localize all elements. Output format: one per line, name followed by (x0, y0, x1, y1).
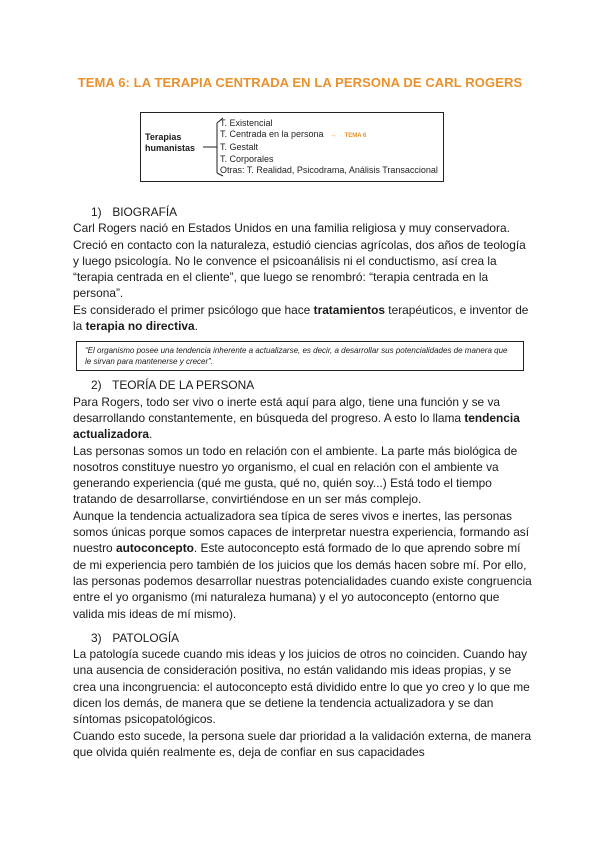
section-title: PATOLOGÍA (112, 630, 180, 645)
paragraph: Las personas somos un todo en relación con el ambiente. La parte más biológica de nosotros constituye nuestro yo organismo, el cual en relación con el ambiente va generando experiencia (qué me gusta, qué no, quién soy...) Está todo el tiempo tratando de desarrollarse, convirtiéndose en un ser más complejo. (73, 443, 518, 507)
diagram-root-line1: Terapias (145, 132, 182, 142)
topic-tag: TEMA 6 (344, 133, 367, 140)
paragraph: Carl Rogers nació en Estados Unidos en una familia religiosa y muy conservadora. Creció en contacto con la naturaleza, estudió ciencias agrícolas, dos años de teología y luego psicología. No le convence el psicoanálisis ni el conductismo, así crea la “terapia centrada en el cliente”, que luego se renombró: “terapia centrada en la persona”. (73, 221, 526, 301)
text-run: terapéuticos, e inventor de la (73, 302, 529, 334)
bold-term: tratamientos (313, 302, 385, 317)
text-run: Es considerado el primer psicólogo que hace (73, 302, 314, 317)
spacer (73, 622, 533, 630)
branch-item: T. Existencial (220, 118, 273, 128)
section-title: TEORÍA DE LA PERSONA (112, 378, 255, 393)
paragraph (73, 508, 533, 622)
bold-term: terapia no directiva (85, 319, 195, 334)
section-number: 2) (91, 378, 102, 393)
branch-item: Otras: T. Realidad, Psicodrama, Análisis Transaccional (220, 164, 438, 175)
branch-item: T. Gestalt (220, 142, 259, 153)
paragraph (73, 302, 533, 335)
section-number: 3) (91, 630, 102, 645)
bold-term: tendencia actualizadora (73, 410, 520, 442)
bold-term: autoconcepto (115, 541, 194, 556)
branch-item-highlighted (220, 129, 438, 142)
text-run: . (149, 427, 153, 442)
text-run: . Este autoconcepto está formado de lo que aprendo sobre mí de mi experiencia pero también de los juicios que los demás hacen sobre mí. Por ello, las personas podemos desarrollar nuestras potencialidades cuando existe congruencia entre el yo organismo (mi naturaleza humana) y el yo autoconcepto (entorno que valida mis ideas de mí mismo). (73, 541, 532, 621)
paragraph (73, 394, 533, 443)
therapies-diagram (140, 112, 444, 182)
text-run: Aunque la tendencia actualizadora sea típica de seres vivos e inertes, las personas somos únicas porque somos capaces de interpretar nuestra experiencia, formando así nuestro (73, 508, 530, 556)
page-title: TEMA 6: LA TERAPIA CENTRADA EN LA PERSONA DE CARL ROGERS (77, 75, 523, 90)
branch-item-label: T. Centrada en la persona (220, 129, 324, 140)
section-number: 1) (91, 205, 102, 219)
paragraph: Cuando esto sucede, la persona suele dar prioridad a la validación externa, de manera que olvida quién realmente es, deja de confiar en sus capacidades (73, 728, 532, 759)
arrow-right-icon: → (329, 132, 337, 140)
document-body (73, 204, 533, 760)
section-heading-patologia (73, 630, 533, 646)
section-title: BIOGRAFÍA (112, 205, 178, 219)
paragraph: La patología sucede cuando mis ideas y los juicios de otros no coinciden. Cuando hay una ausencia de consideración positiva, no están validando mis ideas propias, y se crea una incongruencia: el autoconcepto está dividido entre lo que yo creo y lo que me dicen los demás, de manera que se detiene la tendencia actualizadora y se dan síntomas psicopatológicos. (73, 647, 530, 727)
branch-item: T. Corporales (220, 153, 274, 164)
quote-box: “El organismo posee una tendencia inherente a actualizarse, es decir, a desarrollar sus potencialidades de manera que le sirvan para mantenerse y crecer”. (76, 341, 524, 371)
diagram-root-line2: humanistas (145, 143, 196, 153)
text-run: Para Rogers, todo ser vivo o inerte está aquí para algo, tiene una función y se va desarrollando constantemente, en búsqueda del progreso. A esto lo llama (73, 394, 501, 425)
text-run: . (194, 319, 198, 334)
diagram-branches (220, 118, 438, 176)
section-heading-biografia (73, 204, 533, 220)
section-heading-teoria (73, 377, 533, 393)
